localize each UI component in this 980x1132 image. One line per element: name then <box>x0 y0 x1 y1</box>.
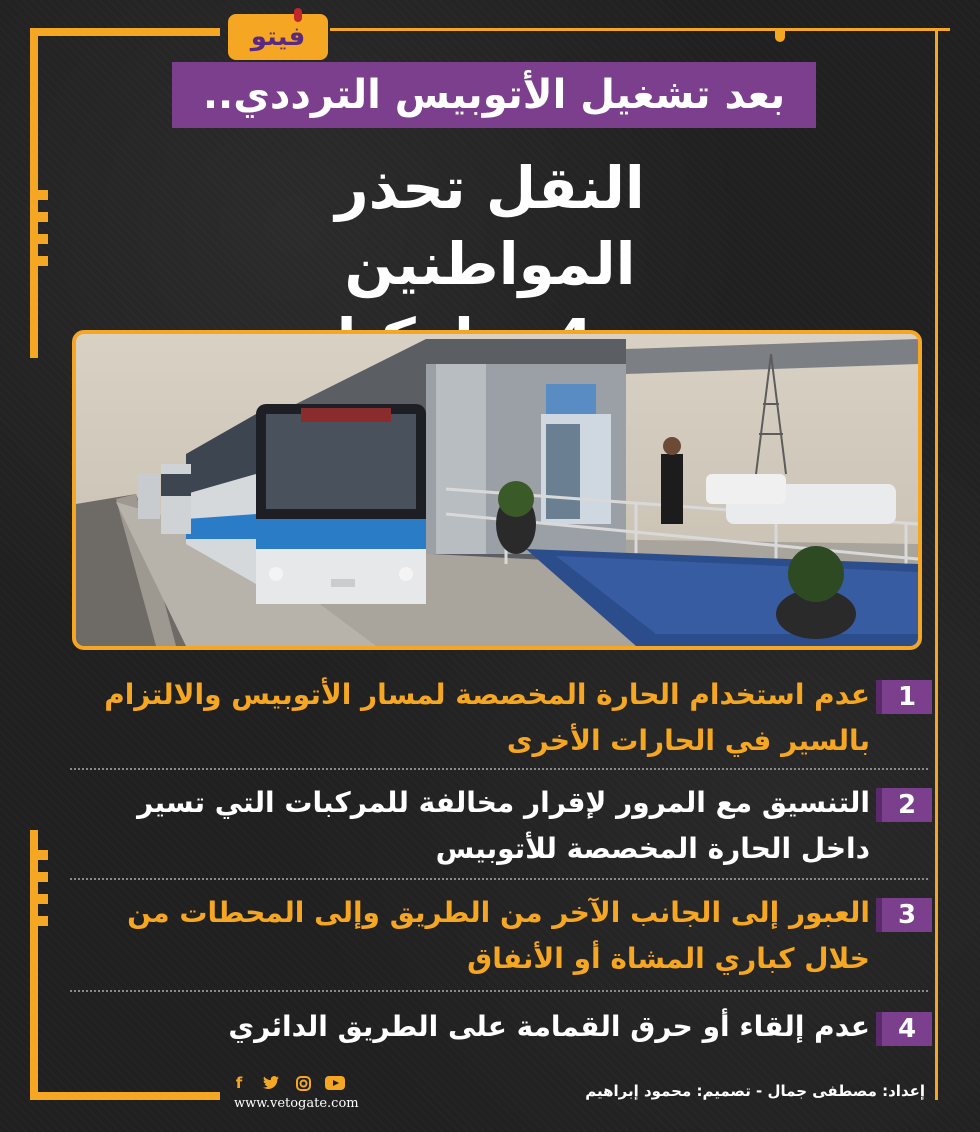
item-text <box>70 890 870 982</box>
frame-tick <box>30 872 48 882</box>
frame-bottom <box>30 1092 220 1100</box>
logo-text: فيتو <box>250 22 306 52</box>
item-line-1: عدم إلقاء أو حرق القمامة على الطريق الدائري <box>228 1010 870 1043</box>
item-text <box>70 672 870 764</box>
frame-left-bottom <box>30 830 38 1100</box>
list-item <box>70 1004 932 1054</box>
item-line-1: العبور إلى الجانب الآخر من الطريق وإلى المحطات من <box>127 896 870 929</box>
item-line-2: خلال كباري المشاة أو الأنفاق <box>467 942 870 975</box>
frame-tick <box>30 190 48 200</box>
list-item <box>70 890 932 980</box>
divider <box>70 768 928 770</box>
frame-right <box>935 28 938 1100</box>
youtube-icon[interactable] <box>324 1074 346 1092</box>
item-line-2: داخل الحارة المخصصة للأتوبيس <box>435 832 870 865</box>
item-number: 2 <box>882 788 932 822</box>
divider <box>70 878 928 880</box>
item-text <box>70 1004 870 1050</box>
title-line-1: النقل تحذر المواطنين <box>335 154 645 298</box>
social-links <box>228 1074 346 1092</box>
item-line-2: بالسير في الحارات الأخرى <box>506 724 870 757</box>
bus-station-illustration <box>76 334 918 646</box>
brand-logo[interactable] <box>228 14 328 60</box>
frame-top-line <box>330 28 950 31</box>
mic-icon <box>294 8 302 22</box>
frame-tick <box>30 850 48 860</box>
list-item <box>70 672 932 762</box>
kicker-text: بعد تشغيل الأتوبيس الترددي.. <box>202 72 786 118</box>
item-line-1: عدم استخدام الحارة المخصصة لمسار الأتوبيس والالتزام <box>104 678 870 711</box>
item-text <box>70 780 870 872</box>
frame-pin <box>775 28 785 42</box>
website-url[interactable]: www.vetogate.com <box>234 1096 359 1111</box>
divider <box>70 990 928 992</box>
frame-tick <box>30 234 48 244</box>
twitter-icon[interactable] <box>260 1074 282 1092</box>
frame-top <box>30 28 220 36</box>
instagram-icon[interactable] <box>292 1074 314 1092</box>
item-line-1: التنسيق مع المرور لإقرار مخالفة للمركبات التي تسير <box>137 786 870 819</box>
item-number: 4 <box>882 1012 932 1046</box>
frame-tick <box>30 256 48 266</box>
item-number: 1 <box>882 680 932 714</box>
item-number: 3 <box>882 898 932 932</box>
frame-tick <box>30 212 48 222</box>
frame-tick <box>30 894 48 904</box>
facebook-icon[interactable]: f <box>235 1074 243 1092</box>
frame-tick <box>30 916 48 926</box>
credits: إعداد: مصطفى جمال - تصميم: محمود إبراهيم <box>585 1082 925 1100</box>
headline-kicker <box>172 62 816 128</box>
bus-station-photo <box>72 330 922 650</box>
list-item <box>70 780 932 870</box>
